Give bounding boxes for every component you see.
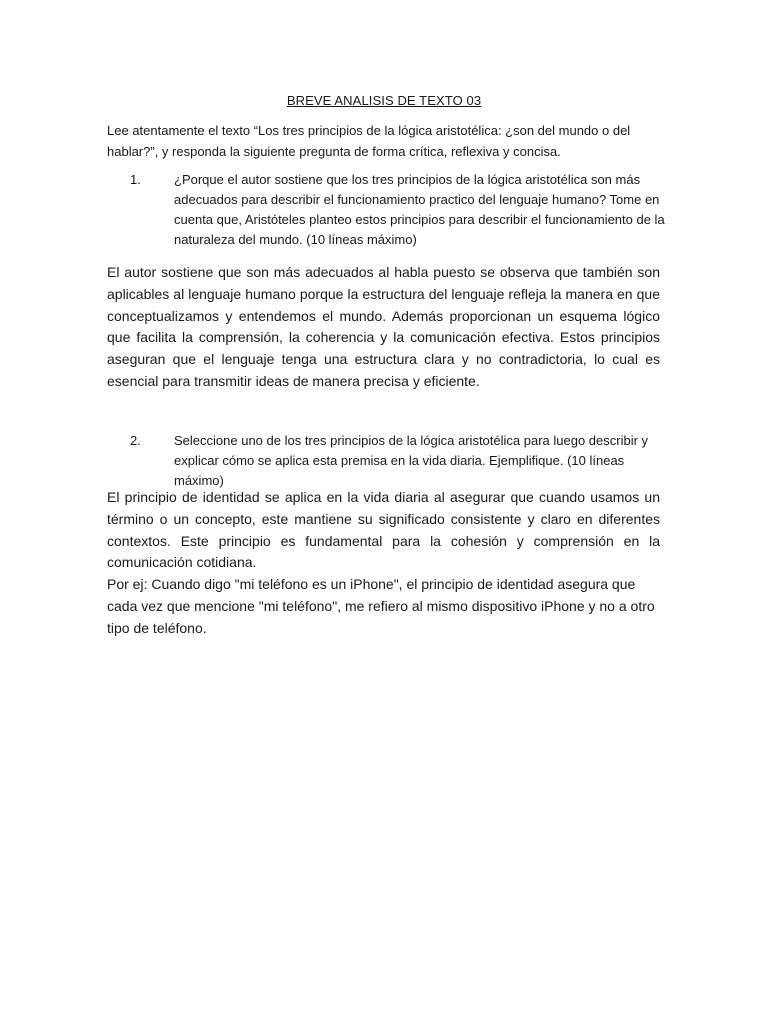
question-2-number: 2. [130, 433, 141, 448]
question-1-text: ¿Porque el autor sostiene que los tres principios de la lógica aristotélica son más adecuados para describir el funcionamiento practico del lenguaje humano? Tome en cuenta que, Aristóteles planteo estos principios para describir el funcionamiento de la naturaleza del mundo. (10 líneas máximo) [174, 172, 665, 247]
answer-2-example: Por ej: Cuando digo "mi teléfono es un iPhone", el principio de identidad asegura que cada vez que mencione "mi teléfono", me refiero al mismo dispositivo iPhone y no a otro tipo de teléfono. [107, 576, 655, 636]
answer-1-paragraph: El autor sostiene que son más adecuados al habla puesto se observa que también son aplicables al lenguaje humano porque la estructura del lenguaje refleja la manera en que conceptualizamos y entendemos el mundo. Además proporcionan un esquema lógico que facilita la comprensión, la coherencia y la comunicación efectiva. Estos principios aseguran que el lenguaje tenga una estructura clara y no contradictoria, lo cual es esencial para transmitir ideas de manera precisa y eficiente. [107, 264, 660, 389]
document-title: BREVE ANALISIS DE TEXTO 03 [286, 93, 482, 108]
question-2-text: Seleccione uno de los tres principios de la lógica aristotélica para luego describir y explicar cómo se aplica esta premisa en la vida diaria. Ejemplifique. (10 líneas máximo) [174, 433, 649, 488]
question-1-number: 1. [130, 172, 141, 187]
question-2 [130, 431, 670, 491]
answer-1 [107, 262, 660, 393]
question-1 [130, 170, 670, 250]
answer-2-paragraph: El principio de identidad se aplica en la vida diaria al asegurar que cuando usamos un término o un concepto, este mantiene su significado consistente y claro en diferentes contextos. Este principio es fundamental para la cohesión y comprensión en la comunicación cotidiana. [107, 489, 660, 571]
answer-2 [107, 487, 660, 640]
instructions-paragraph: Lee atentamente el texto “Los tres principios de la lógica aristotélica: ¿son del mundo o del hablar?”, y responda la siguiente pregunta de forma crítica, reflexiva y concisa. [107, 123, 631, 159]
